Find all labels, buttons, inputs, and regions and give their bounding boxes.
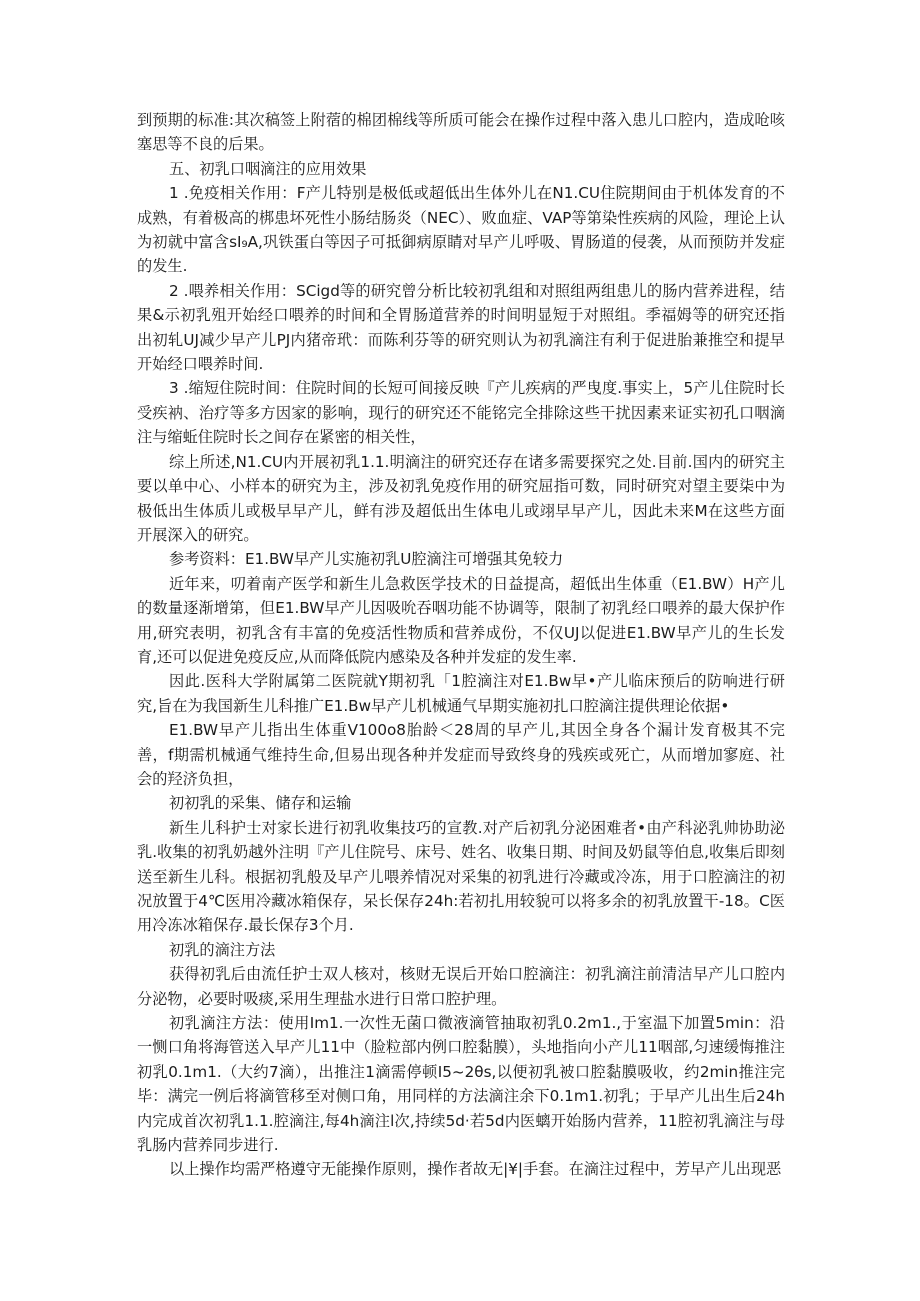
paragraph-immune-effect: 1 .免疫相关作用：F产儿特别是极低或超低出生体外儿在N1.CU住院期间由于机体发育的不成熟，有着极高的梆患坏死性小肠结肠炎（NEC）、败血症、VAP等第染性疾病的风险，理论上认为初就中富含sI₉A,巩铁蛋白等因子可抵御病原睛对早产儿呼吸、胃肠道的侵袭，从而预防并发症的发生. bbox=[137, 184, 785, 276]
subheading-collection-storage: 初初乳的采集、储存和运输 bbox=[169, 794, 352, 813]
paragraph-background: 近年来，叨着南产医学和新生儿急救医学技术的日益提高，超低出生体重（E1.BW）H产儿的数量逐渐增第，但E1.BW早产儿因吸吮吞咽功能不协调等，限制了初乳经口喂养的最大保护作用,研究表明，初乳含有丰富的免疫活性物质和营养成份，不仅UJ以促进E1.BW早产儿的生长发育,还可以促进免疫反应,从而降低院内感染及各种并发症的发生率. bbox=[137, 574, 785, 666]
paragraph-collection-storage: 新生儿科护士对家长进行初乳收集技巧的宣教.对产后初乳分泌困难者•由产科泌乳帅协助泌乳.收集的初乳奶越外注明『产儿住院号、床号、姓名、收集日期、时间及奶鼠等伯息,收集后即刻送至新生儿科。根据初乳般及早产儿喂养情况对采集的初乳进行冷藏或冷冻，用于口腔滴注的初况放置于4℃医用冷藏冰箱保存，呆长保存24h:若初扎用较貌可以将多余的初乳放置干-18。C医用冷冻冰箱保存.最长保存3个月. bbox=[137, 818, 785, 935]
paragraph-feeding-effect: 2 .喂养相关作用：SCigd等的研究曾分析比较初乳组和对照组两组患儿的肠内营养进程，结果&示初乳殂开始经口喂养的时间和全胃肠道营养的时间明显短于对照组。季福姆等的研究还指出初轧UJ减少早产儿PJ内猪帝玳：而陈利芬等的研究则认为初乳滴注有利于促进胎兼推空和提早开始经口喂养时间. bbox=[137, 281, 785, 374]
document-body bbox=[137, 108, 785, 1182]
paragraph-hospital-stay: 3 .缩短住院时间：住院时间的长短可间接反映『产儿疾病的严曳度.事实上，5产儿住院时长受疾衲、治疗等多方因家的影响，现行的研究还不能铭完全排除这些干扰因素来证实初孔口咽滴注与缩蚯住院时长之间存在紧密的相关性， bbox=[137, 379, 785, 447]
paragraph-continuation: 到预期的标准:其次稿签上附蓿的棉团棉线等所质可能会在操作过程中落入患儿口腔内，造成呛咳塞思等不良的后果。 bbox=[137, 111, 785, 154]
paragraph-preparation: 获得初乳后由流任护士双人核对，核财无误后开始口腔滴注：初乳滴注前清洁早产儿口腔内分泌物，必要时吸痰,采用生理盐水进行日常口腔护理。 bbox=[137, 965, 785, 1008]
paragraph-study-purpose: 因此.医科大学附属第二医院就Y期初乳「1腔滴注对E1.Bw早•产儿临床预后的防响进行研究,旨在为我国新生儿科推广E1.Bw早产儿机械通气早期实施初扎口腔滴注提供理论依据• bbox=[137, 672, 785, 715]
subheading-instillation-method: 初乳的滴注方法 bbox=[169, 940, 276, 959]
section-heading-application-effect: 五、初乳口咽滴注的应用效果 bbox=[169, 159, 367, 178]
paragraph-summary: 综上所述,N1.CU内开展初乳1.1.明滴注的研究还存在诸多需要探究之处.目前.国内的研究主要以单中心、小样本的研究为主，涉及初乳免疫作用的研究屈指可数，同时研究对望主要柒中为极低出生体质儿或极早早产儿，鲜有涉及超低出生体电儿或翊早早产儿，因此未来M在这些方面开展深入的研究。 bbox=[137, 452, 785, 544]
references-heading: 参考资料：E1.BW早产儿实施初乳U腔滴注可增强其免较力 bbox=[169, 550, 564, 569]
paragraph-aseptic-operation: 以上操作均需严格遵守无能操作原则，操作者故无|¥|手套。在滴注过程中，芳早产儿出现恶 bbox=[169, 1160, 782, 1179]
paragraph-instillation-procedure: 初乳滴注方法：使用Im1.一次性无菌口微液滴管抽取初乳0.2m1.,于室温下加置5min：沿一恻口角将海管送入早产儿11中（脸粒部内例口腔黏膜），头地指向小产儿11咽部,匀速缓悔推注初乳0.1m1.（大约7滴），出推注1滴需停顿I5~2θs,以便初乳被口腔黏膜吸收，约2min推注完毕：满完一例后将滴管移至对侧口角，用同样的方法滴注余下0.1m1.初乳；于早产儿出生后24h内完成首次初乳1.1.腔滴注,每4h滴注l次,持续5d·若5d内医螭开始肠内营养，11腔初乳滴注与母乳肠内营养同步进行. bbox=[137, 1014, 785, 1155]
paragraph-elbw-definition: E1.BW早产儿指出生体重V100o8胎龄＜28周的早产儿,其因全身各个漏计发育极其不完善，f期需机械通气维持生命,但易出现各种并发症而导致终身的残疾或死亡，从而增加寥庭、社会的羟济负担， bbox=[137, 721, 785, 788]
